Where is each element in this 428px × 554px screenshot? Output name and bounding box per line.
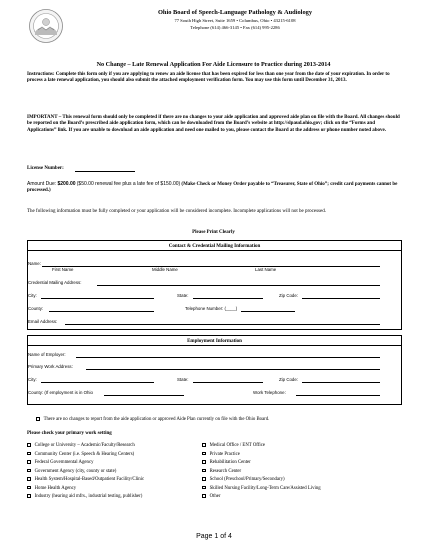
print-clearly: Please Print Clearly [192, 230, 235, 235]
email-field[interactable] [65, 324, 380, 325]
board-address: 77 South High Street, Suite 1659 • Columbus, Ohio • 43215-6108 [174, 18, 296, 23]
email-label: Email Address: [28, 319, 58, 324]
checkbox[interactable] [27, 469, 31, 473]
work-phone-field[interactable] [296, 395, 380, 396]
board-title: Ohio Board of Speech-Language Pathology & Audiology [157, 9, 313, 16]
checkbox[interactable] [202, 469, 206, 473]
work-state-label: State: [177, 377, 189, 382]
work-setting-option[interactable] [202, 443, 265, 448]
contact-divider [27, 250, 401, 251]
city-label: City: [28, 293, 37, 298]
contact-section-title: Contact & Credential Mailing Information [168, 244, 261, 249]
work-setting-option[interactable] [202, 494, 221, 499]
checkbox[interactable] [202, 494, 206, 498]
option-label: College or University – Academic/Faculty/Research [34, 443, 135, 449]
incomplete-note: The following information must be fully completed or your application will be considered incomplete. Incomplete applications will not be processed. [27, 209, 326, 214]
work-setting-option[interactable] [27, 469, 116, 474]
employer-field[interactable] [76, 357, 380, 358]
amount-value: $200.00 [57, 181, 76, 187]
county-label: County: [28, 306, 44, 311]
employer-label: Name of Employer: [28, 352, 66, 357]
checkbox[interactable] [27, 452, 31, 456]
state-field[interactable] [193, 298, 263, 299]
telephone-field[interactable] [241, 311, 295, 312]
board-phone: Telephone (614) 466-3145 • Fax (614) 995-2286 [190, 25, 280, 30]
option-label: Federal Governmental Agency [34, 460, 94, 466]
checkbox[interactable] [202, 460, 206, 464]
ohio-seal-logo [29, 8, 63, 44]
work-setting-option[interactable] [202, 486, 321, 491]
work-state-field[interactable] [193, 382, 263, 383]
checkbox[interactable] [27, 486, 31, 490]
checkbox[interactable] [202, 477, 206, 481]
option-label: Research Center [209, 468, 242, 474]
option-label: Other [209, 494, 221, 500]
work-phone-label: Work Telephone: [253, 390, 286, 395]
checkbox[interactable] [27, 477, 31, 481]
payment-note: (Make Check or Money Order payable to “Treasurer, State of Ohio”; credit card payments cannot be processed.) [27, 182, 398, 194]
option-label: School (Preschool/Primary/Secondary) [209, 477, 285, 483]
license-number-label: License Number: [27, 166, 64, 171]
option-label: Health System/Hospital-Based/Outpatient Facility/Clinic [34, 477, 145, 483]
mailing-address-label: Credential Mailing Address: [28, 280, 82, 285]
important-notice: IMPORTANT – This renewal form should only be completed if there are no changes to your aide application and approved aide plan on file with the Board. All changes should be reported on the Board’s prescribed aide application form, which can be downloaded from the Board’s website at http://slpaud.ohio.gov; click on the “Forms and Applications” link. If you are unable to download an aide application and need one mailed to you, please contact the Board at the address or phone number noted above. [27, 115, 400, 133]
work-setting-option[interactable] [27, 443, 135, 448]
amount-detail: ($50.00 renewal fee plus a late fee of $150.00) [76, 181, 181, 187]
work-setting-option[interactable] [27, 452, 134, 457]
work-setting-option[interactable] [202, 477, 285, 482]
checkbox[interactable] [27, 494, 31, 498]
work-zip-field[interactable] [302, 382, 380, 383]
checkbox[interactable] [27, 460, 31, 464]
work-setting-heading: Please check your primary work setting [27, 431, 112, 436]
option-label: Government Agency (city, county or state) [34, 468, 117, 474]
zip-field[interactable] [302, 298, 380, 299]
city-field[interactable] [41, 298, 154, 299]
work-city-field[interactable] [41, 382, 154, 383]
work-zip-label: Zip Code: [279, 377, 299, 382]
no-changes-checkbox[interactable] [36, 417, 40, 421]
amount-label: Amount Due: [27, 181, 57, 187]
option-label: Skilled Nursing Facility/Long-Term Care/Assisted Living [209, 485, 321, 491]
first-name-caption: First Name [52, 267, 74, 272]
name-label: Name: [28, 261, 41, 266]
work-setting-option[interactable] [27, 494, 142, 499]
checkbox[interactable] [27, 443, 31, 447]
last-name-caption: Last Name [255, 267, 277, 272]
option-label: Community Center (i.e. Speech & Hearing Centers) [34, 451, 135, 457]
work-city-label: City: [28, 377, 37, 382]
work-setting-option[interactable] [202, 460, 251, 465]
option-label: Medical Office / ENT Office [209, 443, 266, 449]
work-setting-option[interactable] [27, 477, 144, 482]
middle-name-caption: Middle Name [152, 267, 178, 272]
option-label: Home Health Agency [34, 485, 77, 491]
telephone-label: Telephone Number: (____) [185, 306, 238, 311]
work-county-label: County: (If employment is in Ohio [28, 390, 93, 395]
county-field[interactable] [49, 311, 154, 312]
page-footer: Page 1 of 4 [196, 533, 232, 540]
work-address-label: Primary Work Address: [28, 364, 73, 369]
employment-divider [27, 345, 401, 346]
employment-section-title: Employment Information [187, 339, 242, 344]
state-label: State: [177, 293, 189, 298]
no-changes-option[interactable] [36, 417, 269, 422]
form-title: No Change – Late Renewal Application For Aide Licensure to Practice during 2013-2014 [96, 61, 331, 68]
work-county-field[interactable] [104, 395, 184, 396]
work-setting-option[interactable] [202, 452, 240, 457]
work-setting-option[interactable] [202, 469, 241, 474]
amount-due [27, 181, 400, 195]
option-label: Private Practice [209, 451, 240, 457]
checkbox[interactable] [202, 443, 206, 447]
option-label: Industry (hearing aid mfrs., industrial testing, publisher) [34, 494, 143, 500]
name-field[interactable] [42, 266, 380, 267]
work-setting-option[interactable] [27, 486, 76, 491]
license-number-field[interactable] [75, 171, 135, 172]
mailing-address-field[interactable] [97, 285, 380, 286]
work-setting-option[interactable] [27, 460, 93, 465]
zip-label: Zip Code: [279, 293, 299, 298]
checkbox[interactable] [202, 452, 206, 456]
instructions-text: Instructions: Complete this form only if you are applying to renew an aide license that has been expired for less than one year from the date of your expiration. In order to process a late renewal application, you should also submit the attached employment verification form. You may use this form until December 31, 2013. [27, 72, 390, 84]
work-address-field[interactable] [86, 369, 380, 370]
no-changes-statement: There are no changes to report from the aide application or approved Aide Plan currently on file with the Ohio Board. [43, 417, 270, 423]
checkbox[interactable] [202, 486, 206, 490]
option-label: Rehabilitation Center [209, 460, 251, 466]
